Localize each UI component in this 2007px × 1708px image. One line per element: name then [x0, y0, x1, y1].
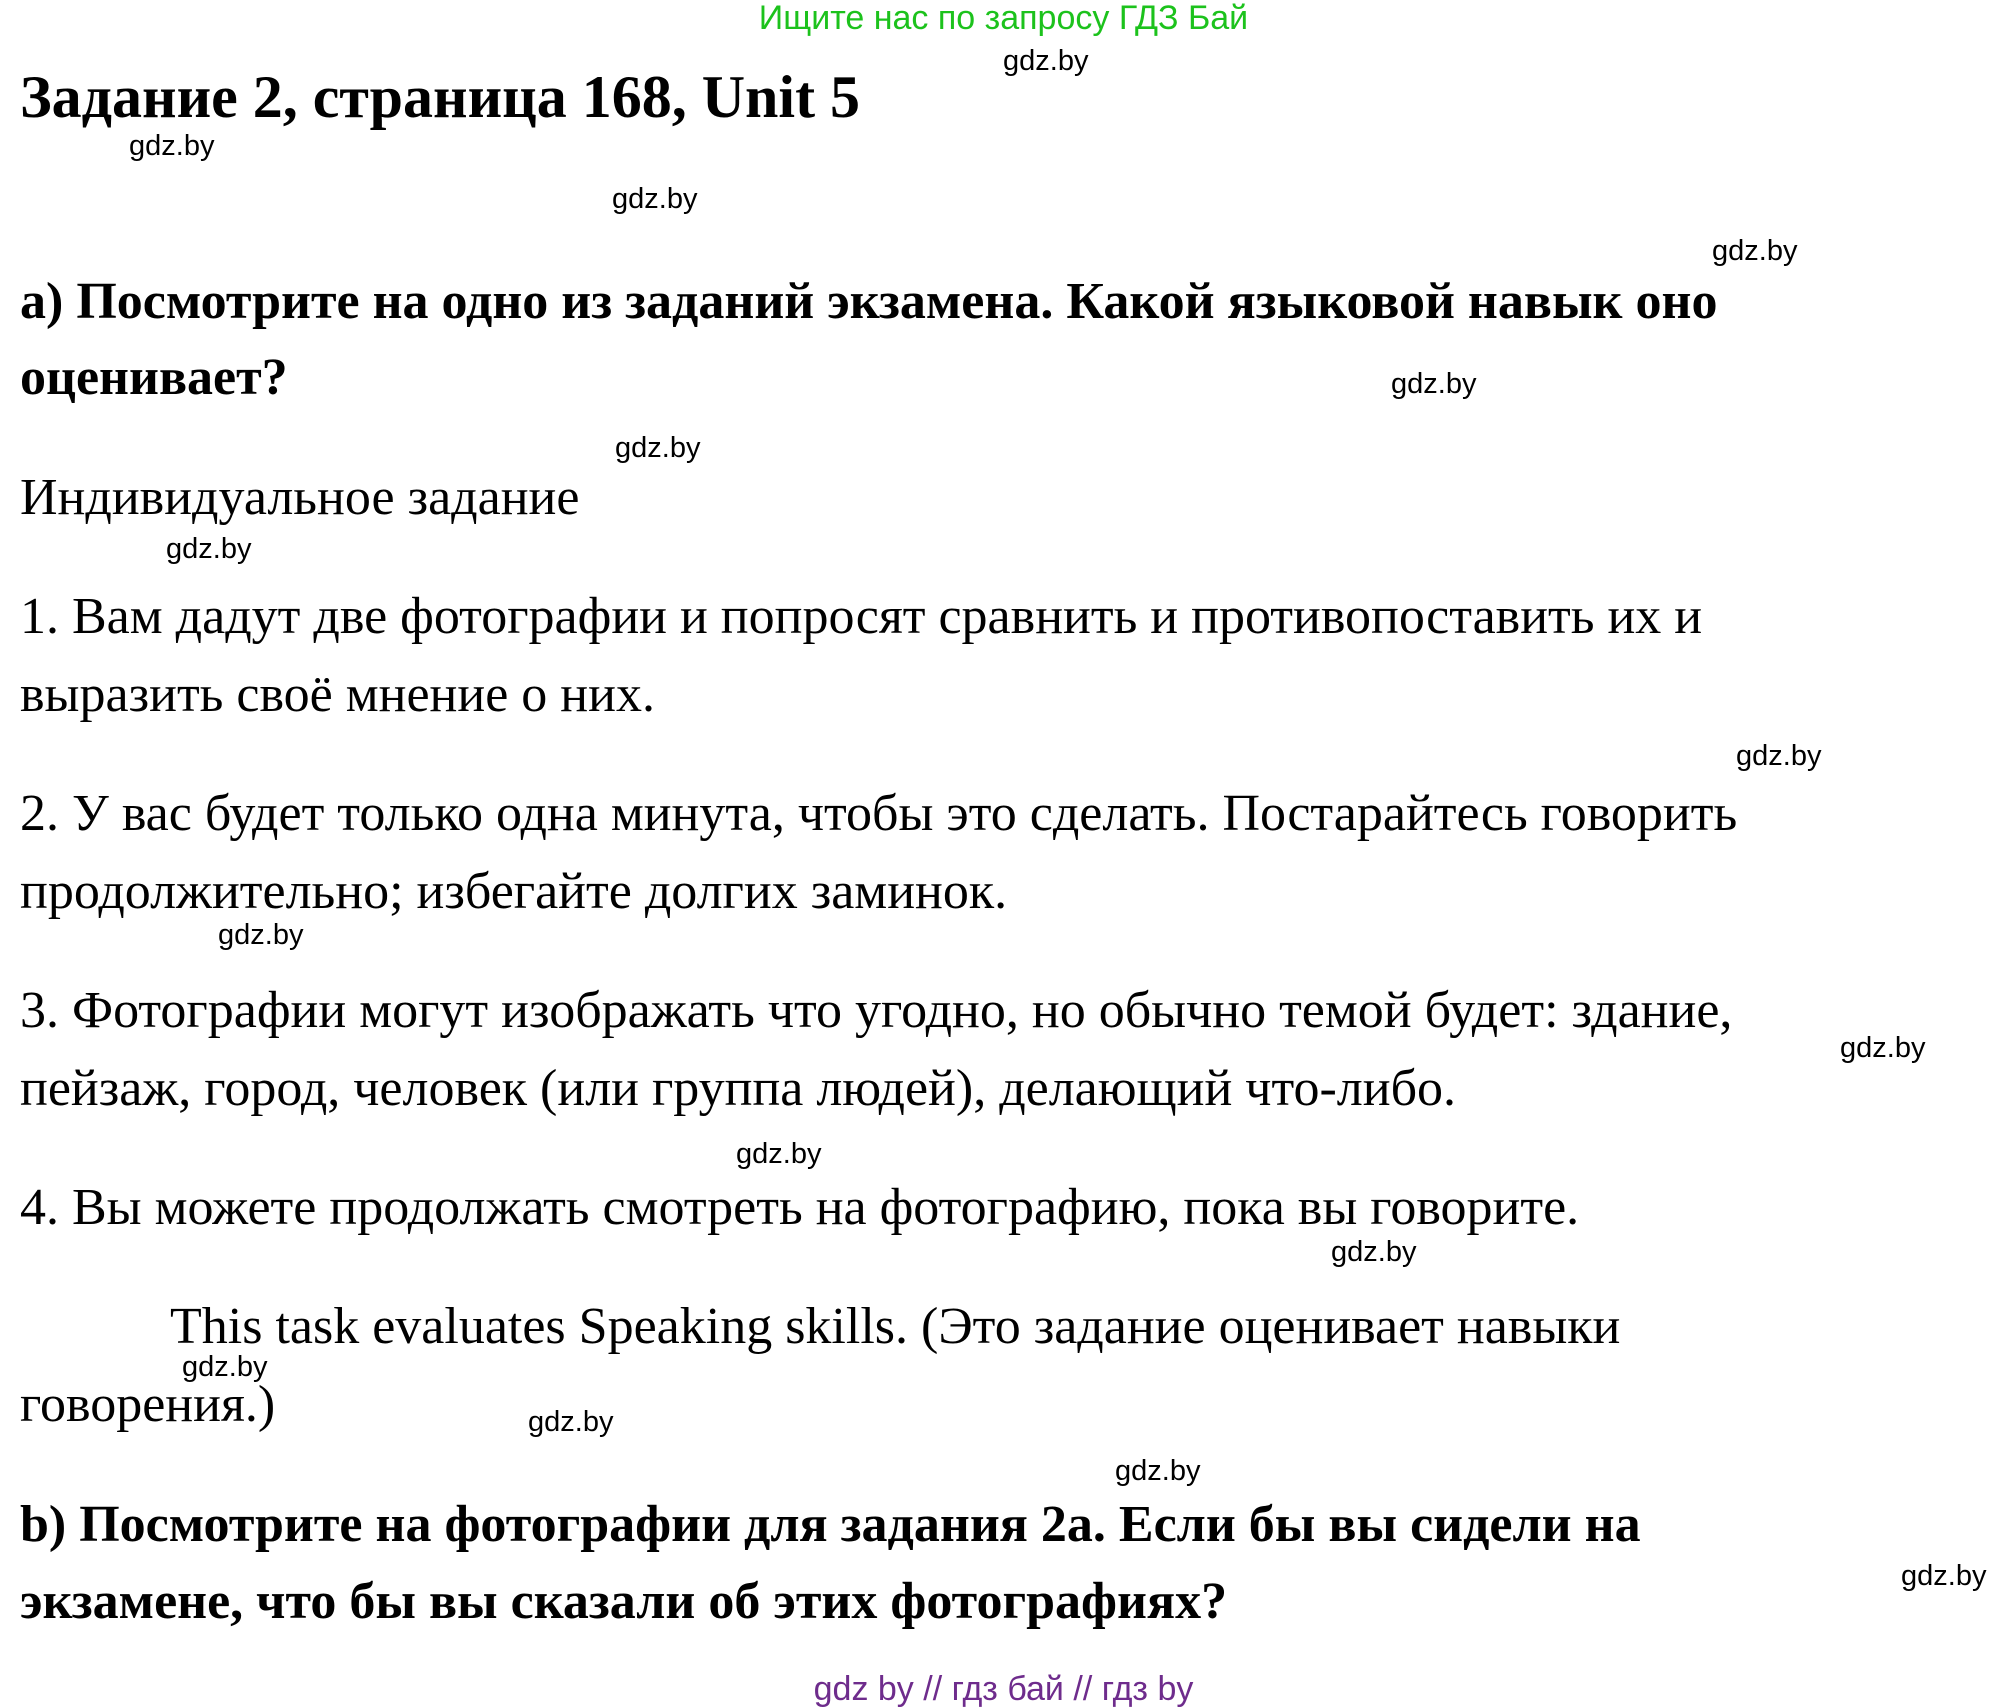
watermark: gdz.by [1736, 740, 1822, 772]
watermark: gdz.by [1115, 1455, 1201, 1487]
item-1-line-1: 1. Вам дадут две фотографии и попросят сравнить и противопоставить их и [20, 588, 1703, 645]
task-heading: Индивидуальное задание [20, 469, 580, 526]
watermark: gdz.by [182, 1351, 268, 1383]
item-4-line-1: 4. Вы можете продолжать смотреть на фотографию, пока вы говорите. [20, 1179, 1580, 1236]
watermark: gdz.by [1901, 1560, 1987, 1592]
watermark: gdz.by [1712, 235, 1798, 267]
answer-line-1: This task evaluates Speaking skills. (Это задание оценивает навыки [170, 1298, 1621, 1355]
part-a-question-line-1: а) Посмотрите на одно из заданий экзамена. Какой языковой навык оно [20, 273, 1718, 330]
answer-line-2: говорения.) [20, 1376, 276, 1433]
watermark: gdz.by [1391, 368, 1477, 400]
watermark: gdz.by [612, 183, 698, 215]
page-title: Задание 2, страница 168, Unit 5 [20, 64, 861, 130]
watermark: gdz.by [218, 919, 304, 951]
watermark: gdz.by [528, 1406, 614, 1438]
watermark: gdz.by [129, 130, 215, 162]
part-b-question-line-2: экзамене, что бы вы сказали об этих фотографиях? [20, 1573, 1228, 1630]
item-2-line-2: продолжительно; избегайте долгих заминок. [20, 863, 1008, 920]
item-3-line-1: 3. Фотографии могут изображать что угодно, но обычно темой будет: здание, [20, 982, 1733, 1039]
part-b-question-line-1: b) Посмотрите на фотографии для задания 2а. Если бы вы сидели на [20, 1496, 1641, 1553]
watermark: gdz.by [615, 432, 701, 464]
footer-links[interactable]: gdz by // гдз бай // гдз by [813, 1670, 1194, 1708]
part-a-question-line-2: оценивает? [20, 349, 288, 406]
item-2-line-1: 2. У вас будет только одна минута, чтобы это сделать. Постарайтесь говорить [20, 785, 1738, 842]
watermark: gdz.by [736, 1138, 822, 1170]
top-banner[interactable]: Ищите нас по запросу ГДЗ Бай [758, 0, 1249, 37]
item-1-line-2: выразить своё мнение о них. [20, 666, 655, 723]
watermark: gdz.by [1331, 1236, 1417, 1268]
watermark: gdz.by [1840, 1032, 1926, 1064]
watermark: gdz.by [166, 533, 252, 565]
watermark: gdz.by [1003, 45, 1089, 77]
item-3-line-2: пейзаж, город, человек (или группа людей), делающий что-либо. [20, 1060, 1457, 1117]
